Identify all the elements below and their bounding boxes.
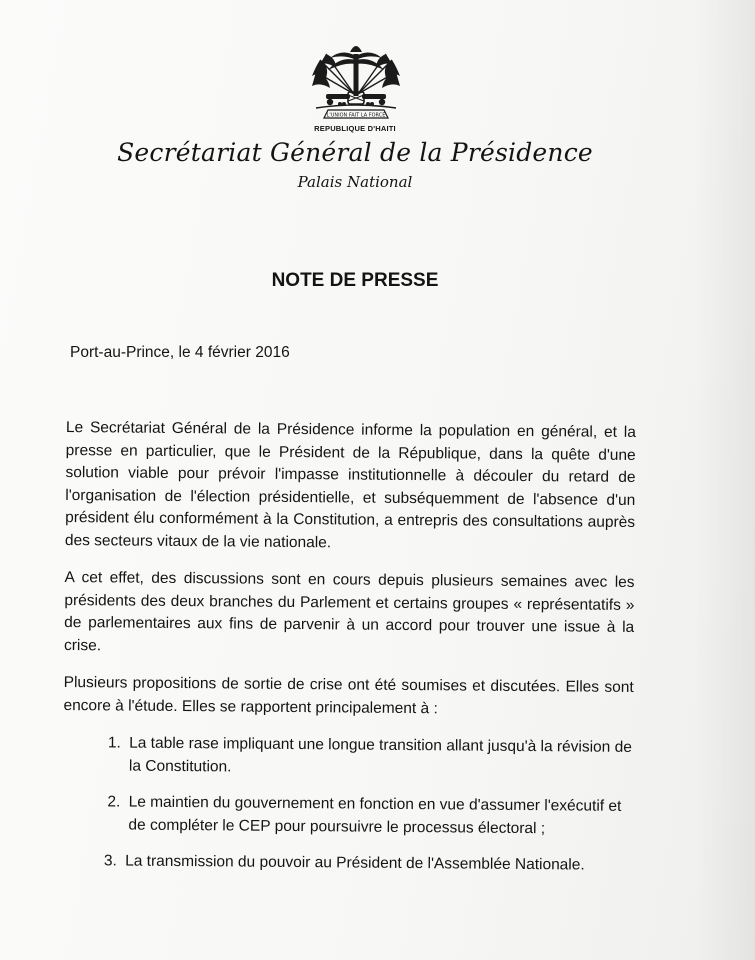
page-title: NOTE DE PRESSE: [271, 270, 439, 291]
republic-label: REPUBLIQUE D'HAITI: [314, 124, 396, 133]
proposals-list: [62, 732, 633, 877]
paragraph: Plusieurs propositions de sortie de crise ont été soumises et discutées. Elles sont encore à l'étude. Elles se rapportent principalement à :: [63, 673, 634, 717]
list-item: 1. La table rase impliquant une longue transition allant jusqu'à la révision de la Constitution.: [125, 733, 633, 782]
haiti-coat-of-arms-icon: [306, 38, 406, 124]
secretariat-title: Secrétariat Général de la Présidence: [117, 138, 593, 167]
palace-subtitle: Palais National: [297, 173, 413, 191]
list-item: 3. La transmission du pouvoir au Président de l'Assemblée Nationale.: [121, 850, 632, 877]
emblem-motto: L'UNION FAIT LA FORCE: [326, 112, 386, 119]
list-item: 2. Le maintien du gouvernement en fonction en vue d'assumer l'exécutif et de compléter le CEP pour poursuivre le processus électoral ;: [124, 792, 632, 841]
press-note-body: [62, 417, 636, 891]
date-line: Port-au-Prince, le 4 février 2016: [70, 344, 290, 361]
paragraph: Le Secrétariat Général de la Présidence informe la population en général, et la presse en particulier, que le Président de la République, dans la quête d'une solution viable pour prévoir l'impasse institutionnelle à découler du retard de l'organisation de l'élection présidentielle, et subséquemment de l'absence d'un président élu conformément à la Constitution, a entrepris des consultations auprès des secteurs vitaux de la vie nationale.: [64, 418, 636, 551]
paragraph: A cet effet, des discussions sont en cours depuis plusieurs semaines avec les présidents des deux branches du Parlement et certains groupes « représentatifs » de parlementaires aux fins de parvenir à un accord pour trouver une issue à la crise.: [63, 568, 635, 654]
